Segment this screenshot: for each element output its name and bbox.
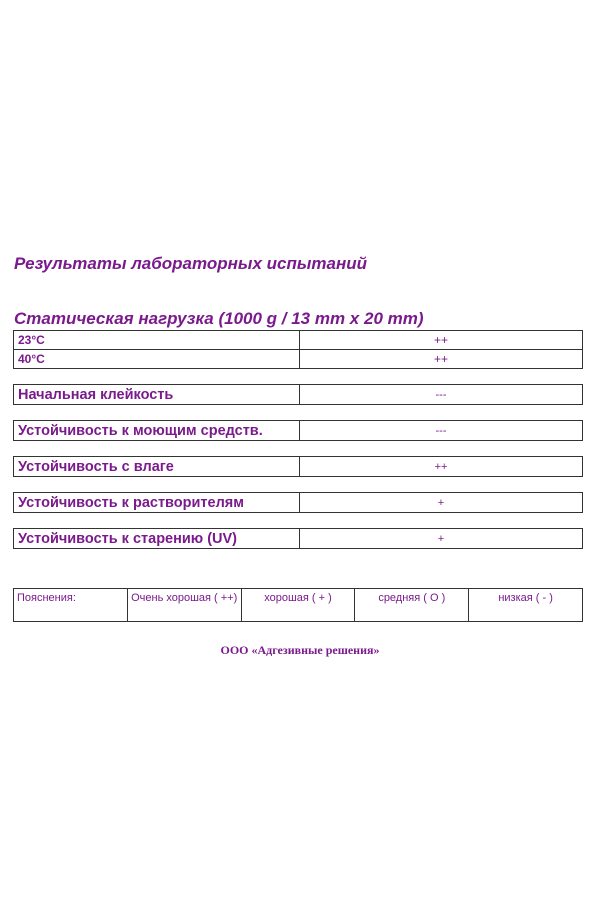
detergent-resistance-table bbox=[13, 420, 583, 441]
legend-table bbox=[13, 588, 583, 622]
table-row bbox=[14, 385, 583, 405]
moisture-resistance-value: ++ bbox=[300, 457, 583, 477]
static-load-heading: Статическая нагрузка (1000 g / 13 mm x 20 mm) bbox=[14, 309, 424, 328]
initial-tack-table bbox=[13, 384, 583, 405]
detergent-resistance-label: Устойчивость к моющим средств. bbox=[14, 421, 300, 441]
static-load-table bbox=[13, 330, 583, 369]
legend-low: низкая ( - ) bbox=[469, 589, 583, 622]
table-row bbox=[14, 589, 583, 622]
uv-aging-resistance-table bbox=[13, 528, 583, 549]
static-load-temp-40: 40°C bbox=[14, 350, 300, 369]
static-load-value-23: ++ bbox=[300, 331, 583, 350]
solvent-resistance-label: Устойчивость к растворителям bbox=[14, 493, 300, 513]
company-footer: ООО «Адгезивные решения» bbox=[220, 643, 380, 657]
detergent-resistance-value: --- bbox=[300, 421, 583, 441]
initial-tack-value: --- bbox=[300, 385, 583, 405]
solvent-resistance-table bbox=[13, 492, 583, 513]
page-title: Результаты лабораторных испытаний bbox=[14, 254, 367, 273]
table-row bbox=[14, 350, 583, 369]
moisture-resistance-table bbox=[13, 456, 583, 477]
table-row bbox=[14, 529, 583, 549]
legend-good: хорошая ( + ) bbox=[241, 589, 355, 622]
table-row bbox=[14, 493, 583, 513]
static-load-value-40: ++ bbox=[300, 350, 583, 369]
legend-label: Пояснения: bbox=[14, 589, 128, 622]
legend-very-good: Очень хорошая ( ++) bbox=[127, 589, 241, 622]
legend-medium: средняя ( O ) bbox=[355, 589, 469, 622]
table-row bbox=[14, 331, 583, 350]
solvent-resistance-value: + bbox=[300, 493, 583, 513]
static-load-temp-23: 23°C bbox=[14, 331, 300, 350]
initial-tack-label: Начальная клейкость bbox=[14, 385, 300, 405]
moisture-resistance-label: Устойчивость с влаге bbox=[14, 457, 300, 477]
table-row bbox=[14, 421, 583, 441]
uv-aging-resistance-label: Устойчивость к старению (UV) bbox=[14, 529, 300, 549]
uv-aging-resistance-value: + bbox=[300, 529, 583, 549]
table-row bbox=[14, 457, 583, 477]
